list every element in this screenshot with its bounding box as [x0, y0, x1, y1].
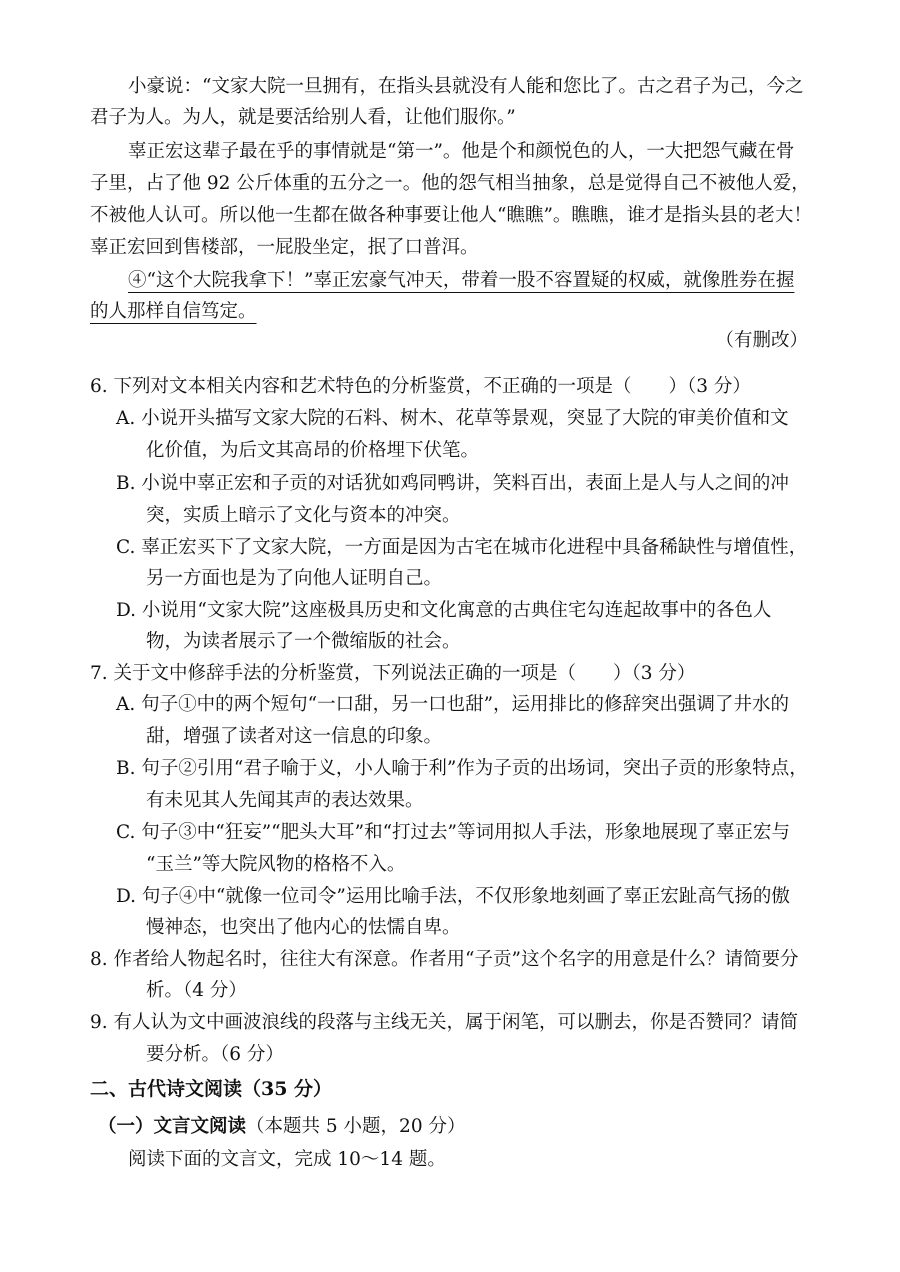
q6-option-c: C. 辜正宏买下了文家大院，一方面是因为古宅在城市化进程中具备稀缺性与增值性， — [116, 537, 808, 558]
q7-option-a: A. 句子①中的两个短句“一口甜，另一口也甜”，运用排比的修辞突出强调了井水的 — [116, 694, 790, 715]
question-7-stem: 7. 关于文中修辞手法的分析鉴赏，下列说法正确的一项是（ ）（3 分） — [90, 663, 696, 684]
q7-option-d: D. 句子④中“就像一位司令”运用比喻手法，不仅形象地刻画了辜正宏趾高气扬的傲 — [116, 886, 790, 907]
q6-option-c-cont: 另一方面也是为了向他人证明自己。 — [146, 568, 443, 589]
question-9-cont: 要分析。（6 分） — [146, 1044, 284, 1065]
question-9: 9. 有人认为文中画波浪线的段落与主线无关，属于闲笔，可以删去，你是否赞同？请简 — [90, 1012, 799, 1033]
question-6-stem: 6. 下列对文本相关内容和艺术特色的分析鉴赏，不正确的一项是（ ）（3 分） — [90, 376, 751, 397]
subsection-heading — [98, 1112, 820, 1142]
q7-option-c: C. 句子③中“狂妄”“肥头大耳”和“打过去”等词用拟人手法，形象地展现了辜正宏与 — [116, 822, 791, 843]
q6-option-b-cont: 突，实质上暗示了文化与资本的冲突。 — [146, 505, 461, 526]
reading-instruction: 阅读下面的文言文，完成 10～14 题。 — [128, 1149, 446, 1170]
passage-line: 君子为人。为人，就是要活给别人看，让他们服你。” — [90, 107, 516, 128]
abridged-note: （有删改） — [715, 330, 808, 351]
q6-option-d-cont: 物，为读者展示了一个微缩版的社会。 — [146, 631, 461, 652]
passage-line: 不被他人认可。所以他一生都在做各种事要让他人“瞧瞧”。瞧瞧，谁才是指头县的老大！ — [90, 205, 812, 226]
question-8-cont: 析。（4 分） — [146, 980, 247, 1001]
underlined-sentence: 的人那样自信笃定。 — [90, 301, 257, 322]
question-8: 8. 作者给人物起名时，往往大有深意。作者用“子贡”这个名字的用意是什么？请简要分 — [90, 949, 799, 970]
q6-option-a-cont: 化价值，为后文其高昂的价格埋下伏笔。 — [146, 440, 480, 461]
q7-option-a-cont: 甜，增强了读者对这一信息的印象。 — [146, 726, 443, 747]
subsection-meta: （本题共 5 小题，20 分） — [246, 1116, 466, 1137]
q6-option-a: A. 小说开头描写文家大院的石料、树木、花草等景观，突显了大院的审美价值和文 — [116, 408, 789, 429]
underlined-sentence: ④“这个大院我拿下！”辜正宏豪气冲天，带着一股不容置疑的权威，就像胜券在握 — [128, 270, 795, 291]
q6-option-b: B. 小说中辜正宏和子贡的对话犹如鸡同鸭讲，笑料百出，表面上是人与人之间的冲 — [116, 473, 789, 494]
passage-line: 子里，占了他 92 公斤体重的五分之一。他的怨气相当抽象，总是觉得自己不被他人爱， — [90, 173, 810, 194]
q7-option-b-cont: 有未见其人先闻其声的表达效果。 — [146, 790, 424, 811]
subsection-title: （一）文言文阅读 — [98, 1116, 247, 1137]
q7-option-b: B. 句子②引用“君子喻于义，小人喻于利”作为子贡的出场词，突出子贡的形象特点， — [116, 758, 808, 779]
passage-line: 辜正宏回到售楼部，一屁股坐定，抿了口普洱。 — [90, 237, 479, 258]
q7-option-d-cont: 慢神态，也突出了他内心的怯懦自卑。 — [146, 917, 461, 938]
passage-line: 小豪说：“文家大院一旦拥有，在指头县就没有人能和您比了。古之君子为己，今之 — [128, 76, 804, 97]
passage-line: 辜正宏这辈子最在乎的事情就是“第一”。他是个和颜悦色的人，一大把怨气藏在骨 — [128, 141, 795, 162]
section-2-title: 二、古代诗文阅读（35 分） — [90, 1078, 333, 1100]
q7-option-c-cont: “玉兰”等大院风物的格格不入。 — [146, 854, 406, 875]
q6-option-d: D. 小说用“文家大院”这座极具历史和文化寓意的古典住宅勾连起故事中的各色人 — [116, 600, 772, 621]
